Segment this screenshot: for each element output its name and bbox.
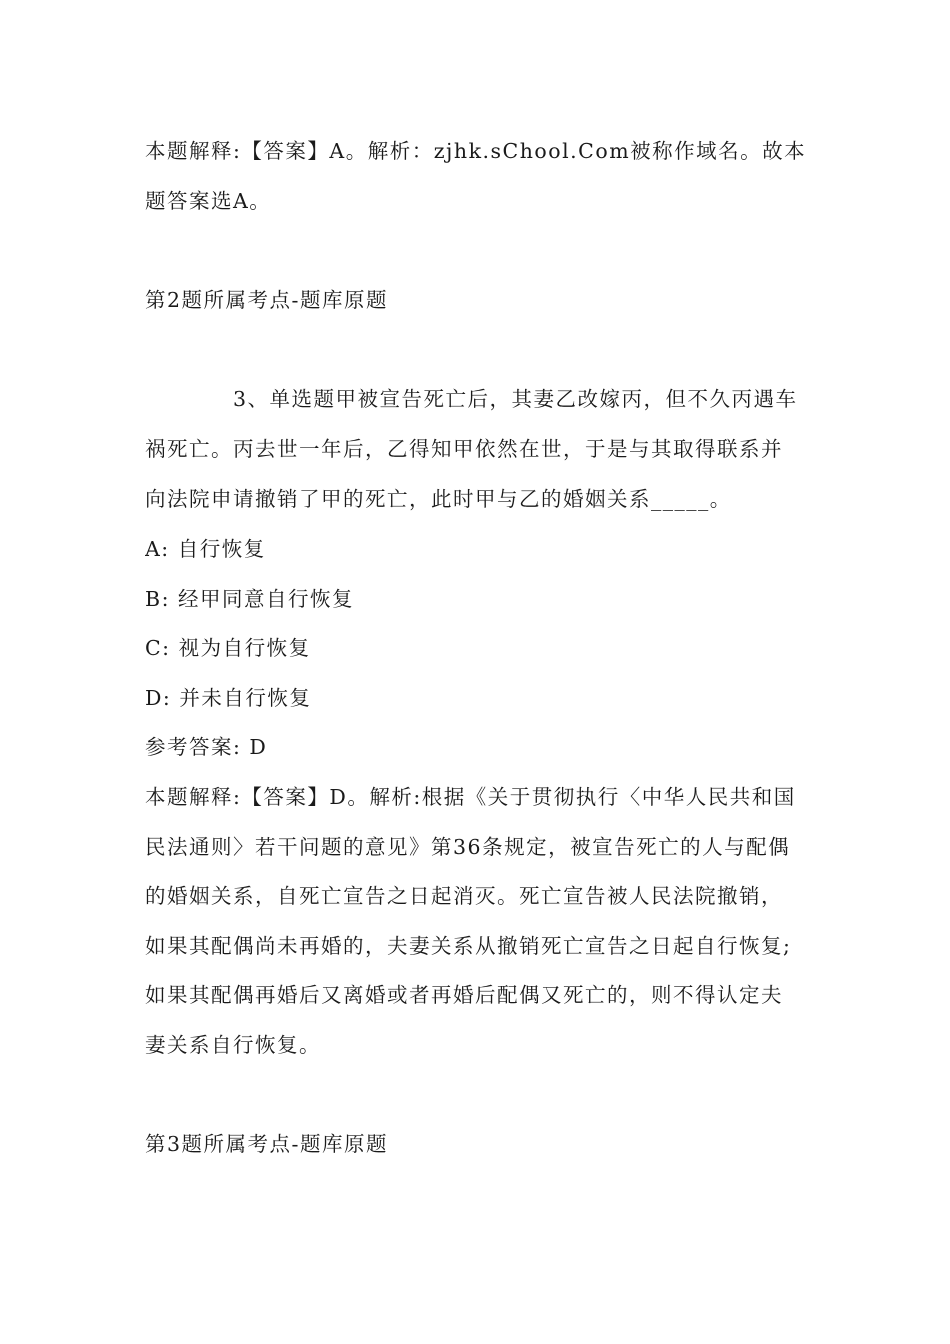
- section-heading-q3: 第3题所属考点-题库原题: [145, 1132, 388, 1156]
- explanation-line: 本题解释:【答案】A。解析：zjhk.sChool.Com被称作域名。故本: [145, 139, 807, 163]
- explanation-line: 本题解释:【答案】D。解析:根据《关于贯彻执行〈中华人民共和国: [145, 785, 796, 809]
- question-stem-line: 祸死亡。丙去世一年后，乙得知甲依然在世，于是与其取得联系并: [145, 437, 783, 461]
- explanation-line: 如果其配偶再婚后又离婚或者再婚后配偶又死亡的，则不得认定夫: [145, 983, 783, 1007]
- explanation-line: 的婚姻关系，自死亡宣告之日起消灭。死亡宣告被人民法院撤销，: [145, 884, 783, 908]
- explanation-line: 题答案选A。: [145, 189, 272, 213]
- explanation-line: 妻关系自行恢复。: [145, 1033, 321, 1057]
- section-heading-q2: 第2题所属考点-题库原题: [145, 288, 388, 312]
- option-d: D: 并未自行恢复: [145, 686, 312, 710]
- option-c: C: 视为自行恢复: [145, 636, 311, 660]
- option-a: A: 自行恢复: [145, 537, 266, 561]
- question-stem-line: 3、单选题甲被宣告死亡后，其妻乙改嫁丙，但不久丙遇车: [233, 387, 798, 411]
- option-b: B: 经甲同意自行恢复: [145, 587, 354, 611]
- explanation-line: 如果其配偶尚未再婚的，夫妻关系从撤销死亡宣告之日起自行恢复;: [145, 934, 792, 958]
- reference-answer: 参考答案: D: [145, 735, 268, 759]
- explanation-line: 民法通则〉若干问题的意见》第36条规定，被宣告死亡的人与配偶: [145, 835, 791, 859]
- question-stem-line: 向法院申请撤销了甲的死亡，此时甲与乙的婚姻关系_____。: [145, 487, 732, 511]
